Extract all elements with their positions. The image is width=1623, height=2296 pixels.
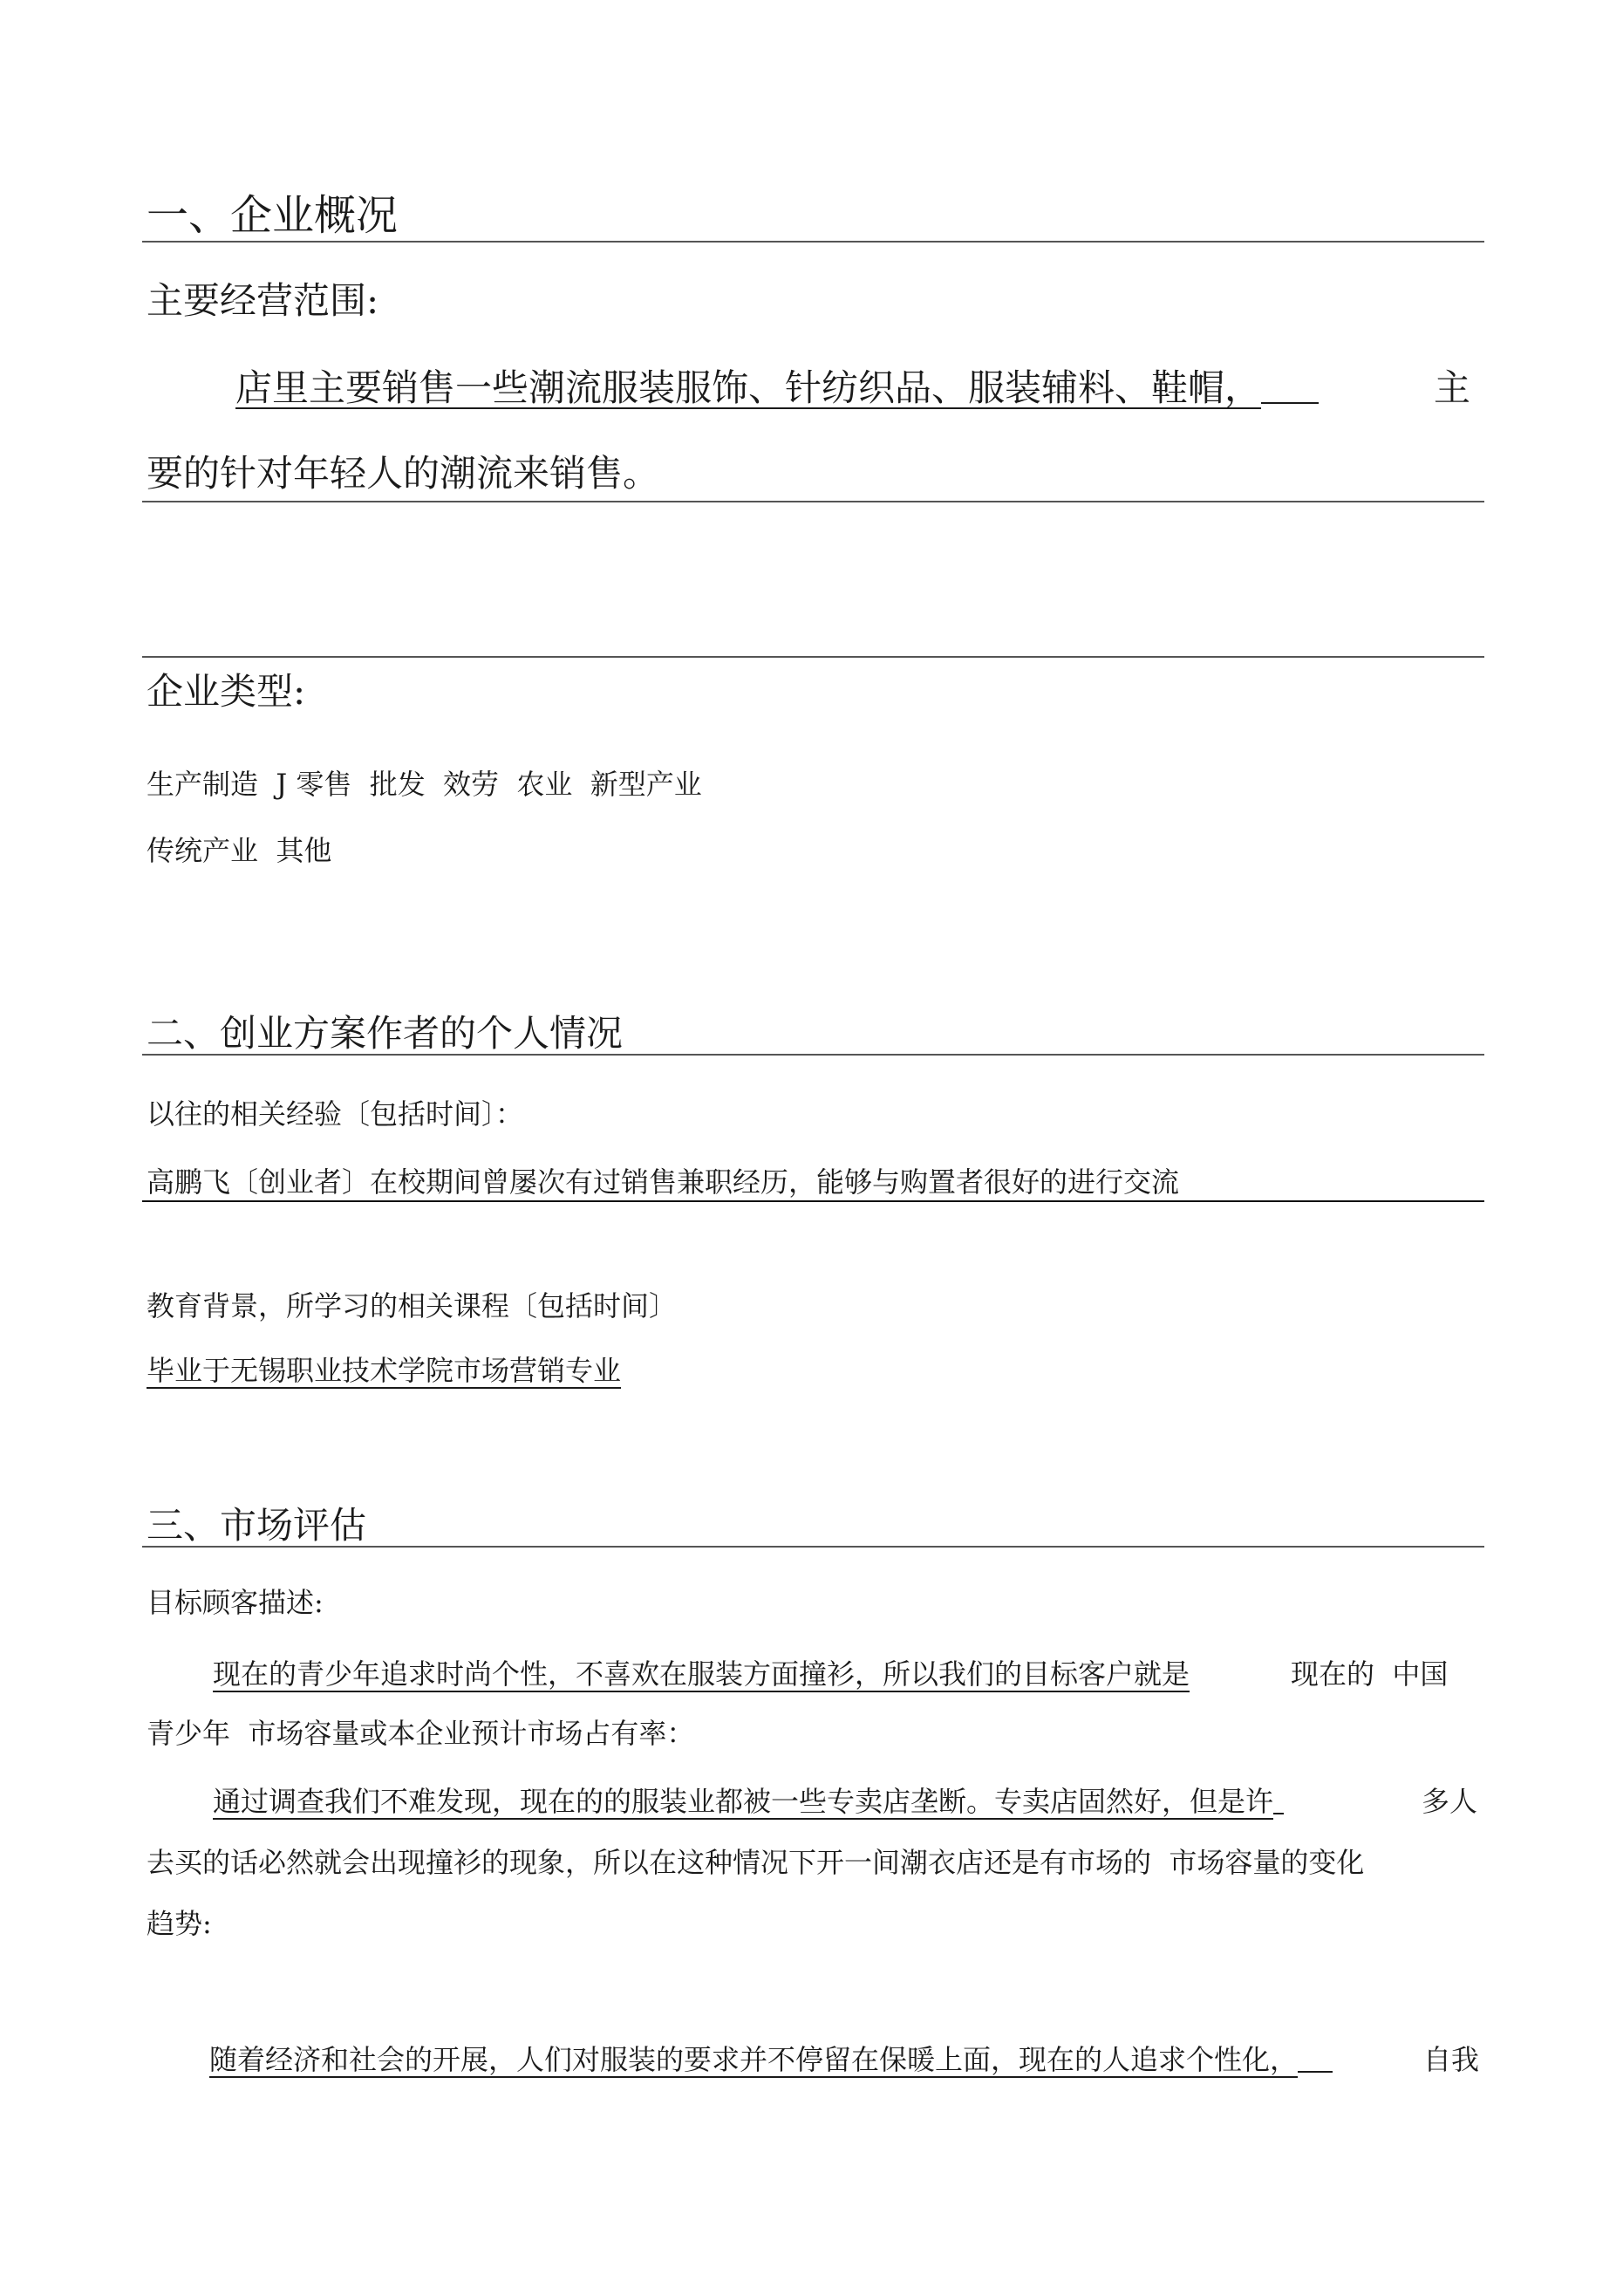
company-type-options-line1: 生产制造 J 零售 批发 效劳 农业 新型产业 bbox=[147, 768, 702, 801]
section-heading-market: 三、市场评估 bbox=[147, 1504, 367, 1547]
trend-line1 bbox=[209, 2038, 1333, 2078]
education-label: 教育背景，所学习的相关课程〔包括时间〕 bbox=[147, 1289, 678, 1322]
market-line2: 去买的话必然就会出现撞衫的现象，所以在这种情况下开一间潮衣店还是有市场的 市场容量的变化 bbox=[147, 1846, 1365, 1879]
target-line2: 青少年 市场容量或本企业预计市场占有率： bbox=[147, 1717, 695, 1750]
scope-text: 店里主要销售一些潮流服装服饰、针纺织品、服装辅料、鞋帽， bbox=[235, 366, 1262, 409]
trend-text-underlined: 随着经济和社会的开展，人们对服装的要求并不停留在保暖上面，现在的人追求个性化， bbox=[209, 2043, 1299, 2076]
market-line3: 趋势: bbox=[147, 1907, 212, 1940]
divider bbox=[142, 501, 1484, 502]
target-line1 bbox=[213, 1652, 1190, 1692]
experience-text: 高鹏飞〔创业者〕在校期间曾屡次有过销售兼职经历，能够与购置者很好的进行交流 bbox=[147, 1165, 1180, 1199]
target-text-underlined: 现在的青少年追求时尚个性，不喜欢在服装方面撞衫，所以我们的目标客户就是 bbox=[213, 1657, 1190, 1691]
scope-label: 主要经营范围: bbox=[147, 279, 379, 322]
divider bbox=[142, 1054, 1484, 1056]
experience-label: 以往的相关经验〔包括时间〕： bbox=[147, 1097, 524, 1131]
divider bbox=[142, 241, 1484, 243]
section-heading-author: 二、创业方案作者的个人情况 bbox=[147, 1012, 624, 1055]
trend-line1-tail: 自我 bbox=[1423, 2043, 1480, 2076]
divider bbox=[142, 1546, 1484, 1548]
education-text: 毕业于无锡职业技术学院市场营销专业 bbox=[147, 1354, 622, 1387]
market-line1 bbox=[213, 1780, 1284, 1820]
scope-line1-tail: 主 bbox=[1434, 366, 1471, 409]
scope-paragraph-line1 bbox=[235, 359, 1319, 412]
section-heading-overview: 一、企业概况 bbox=[147, 191, 399, 240]
market-text-underlined: 通过调查我们不难发现，现在的的服装业都被一些专卖店垄断。专卖店固然好，但是许 bbox=[213, 1785, 1274, 1818]
blank-underline bbox=[1273, 1785, 1284, 1814]
blank-underline bbox=[1298, 2043, 1333, 2073]
blank-underline bbox=[1261, 366, 1319, 404]
company-type-label: 企业类型: bbox=[147, 670, 306, 713]
market-line1-tail: 多人 bbox=[1422, 1785, 1478, 1818]
company-type-options-line2: 传统产业 其他 bbox=[147, 834, 332, 867]
target-label: 目标顾客描述: bbox=[147, 1586, 324, 1619]
divider bbox=[142, 656, 1484, 658]
scope-paragraph-line2: 要的针对年轻人的潮流来销售。 bbox=[147, 452, 660, 495]
target-line1-tail: 现在的 中国 bbox=[1291, 1657, 1449, 1691]
divider bbox=[142, 1200, 1484, 1202]
